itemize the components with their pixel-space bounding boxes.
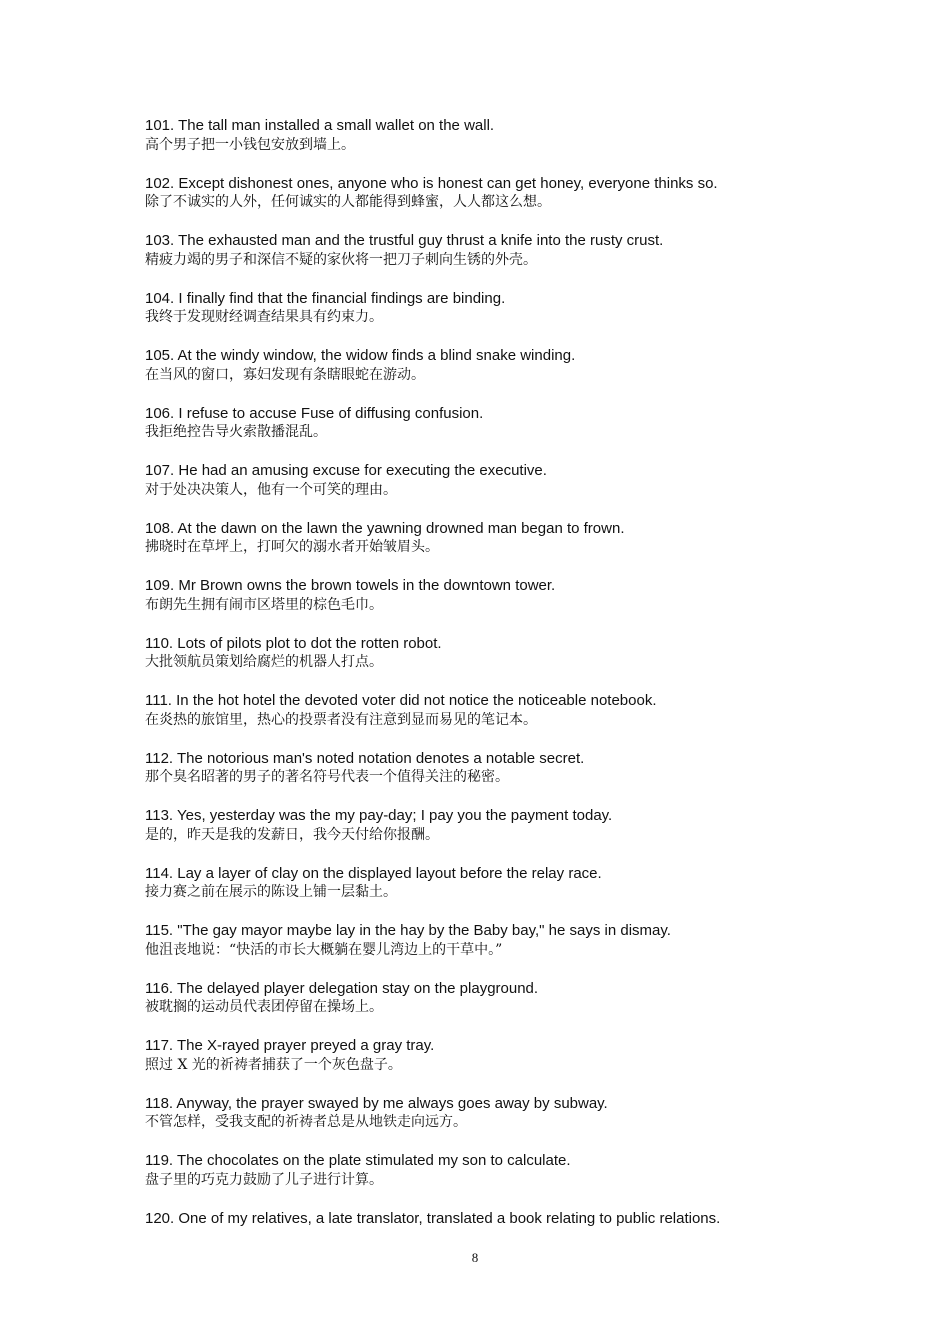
chinese-translation: 他沮丧地说：“快活的市长大概躺在婴儿湾边上的干草中。” [145,941,503,958]
english-sentence: 102. Except dishonest ones, anyone who is honest can get honey, everyone thinks so. [145,174,718,192]
english-sentence: 114. Lay a layer of clay on the displayed layout before the relay race. [145,864,602,882]
english-sentence: 119. The chocolates on the plate stimulated my son to calculate. [145,1152,571,1169]
sentence-entry [145,576,925,615]
chinese-translation: 是的，昨天是我的发薪日，我今天付给你报酬。 [145,826,439,843]
chinese-translation: 高个男子把一小钱包安放到墙上。 [145,136,355,153]
chinese-translation: 我终于发现财经调查结果具有约束力。 [145,309,383,325]
sentence-entry [145,116,925,155]
english-sentence: 110. Lots of pilots plot to dot the rotten robot. [145,634,442,652]
chinese-translation: 在炎热的旅馆里，热心的投票者没有注意到显而易见的笔记本。 [145,711,537,728]
sentence-entry [145,1151,925,1190]
sentence-entry [145,289,925,328]
english-sentence: 112. The notorious man's noted notation denotes a notable secret. [145,749,585,767]
english-sentence: 113. Yes, yesterday was the my pay-day; I pay you the payment today. [145,807,613,824]
english-sentence: 105. At the windy window, the widow finds a blind snake winding. [145,347,576,364]
english-sentence: 118. Anyway, the prayer swayed by me always goes away by subway. [145,1094,608,1112]
sentence-entry [145,1094,925,1133]
sentence-entry [145,979,925,1018]
english-sentence: 116. The delayed player delegation stay on the playground. [145,979,539,997]
english-sentence: 106. I refuse to accuse Fuse of diffusing confusion. [145,404,484,422]
english-sentence: 117. The X-rayed prayer preyed a gray tray. [145,1037,435,1054]
chinese-translation: 精疲力竭的男子和深信不疑的家伙将一把刀子刺向生锈的外壳。 [145,251,537,268]
english-sentence: 107. He had an amusing excuse for executing the executive. [145,462,547,479]
sentence-list [145,116,925,1247]
sentence-entry [145,1036,925,1075]
sentence-entry [145,691,925,730]
chinese-translation: 照过 X 光的祈祷者捕获了一个灰色盘子。 [145,1056,402,1073]
chinese-translation: 在当风的窗口，寡妇发现有条瞎眼蛇在游动。 [145,366,425,383]
chinese-translation: 布朗先生拥有闹市区塔里的棕色毛巾。 [145,596,383,613]
chinese-translation: 我拒绝控告导火索散播混乱。 [145,424,327,440]
english-sentence: 120. One of my relatives, a late translator, translated a book relating to public relations. [145,1209,721,1227]
chinese-translation: 接力赛之前在展示的陈设上铺一层黏土。 [145,884,397,900]
chinese-translation: 拂晓时在草坪上，打呵欠的溺水者开始皱眉头。 [145,539,439,555]
chinese-translation: 不管怎样，受我支配的祈祷者总是从地铁走向远方。 [145,1114,467,1130]
sentence-entry [145,346,925,385]
chinese-translation: 被耽搁的运动员代表团停留在操场上。 [145,999,383,1015]
sentence-entry [145,634,925,673]
english-sentence: 104. I finally find that the financial findings are binding. [145,289,506,307]
sentence-entry [145,404,925,443]
chinese-translation: 盘子里的巧克力鼓励了儿子进行计算。 [145,1171,383,1188]
chinese-translation: 那个臭名昭著的男子的著名符号代表一个值得关注的秘密。 [145,769,509,785]
sentence-entry [145,231,925,270]
chinese-translation: 大批领航员策划给腐烂的机器人打点。 [145,654,383,670]
english-sentence: 111. In the hot hotel the devoted voter did not notice the noticeable notebook. [145,692,657,709]
english-sentence: 115. "The gay mayor maybe lay in the hay by the Baby bay," he says in dismay. [145,922,671,939]
sentence-entry [145,1209,925,1229]
sentence-entry [145,519,925,558]
page-number: 8 [471,1250,479,1265]
english-sentence: 108. At the dawn on the lawn the yawning drowned man began to frown. [145,519,625,537]
sentence-entry [145,174,925,213]
chinese-translation: 除了不诚实的人外，任何诚实的人都能得到蜂蜜，人人都这么想。 [145,194,551,210]
sentence-entry [145,461,925,500]
english-sentence: 101. The tall man installed a small wallet on the wall. [145,117,495,134]
english-sentence: 109. Mr Brown owns the brown towels in the downtown tower. [145,577,556,594]
sentence-entry [145,921,925,960]
sentence-entry [145,864,925,903]
chinese-translation: 对于处决决策人，他有一个可笑的理由。 [145,481,397,498]
sentence-entry [145,749,925,788]
sentence-entry [145,806,925,845]
english-sentence: 103. The exhausted man and the trustful guy thrust a knife into the rusty crust. [145,232,664,249]
